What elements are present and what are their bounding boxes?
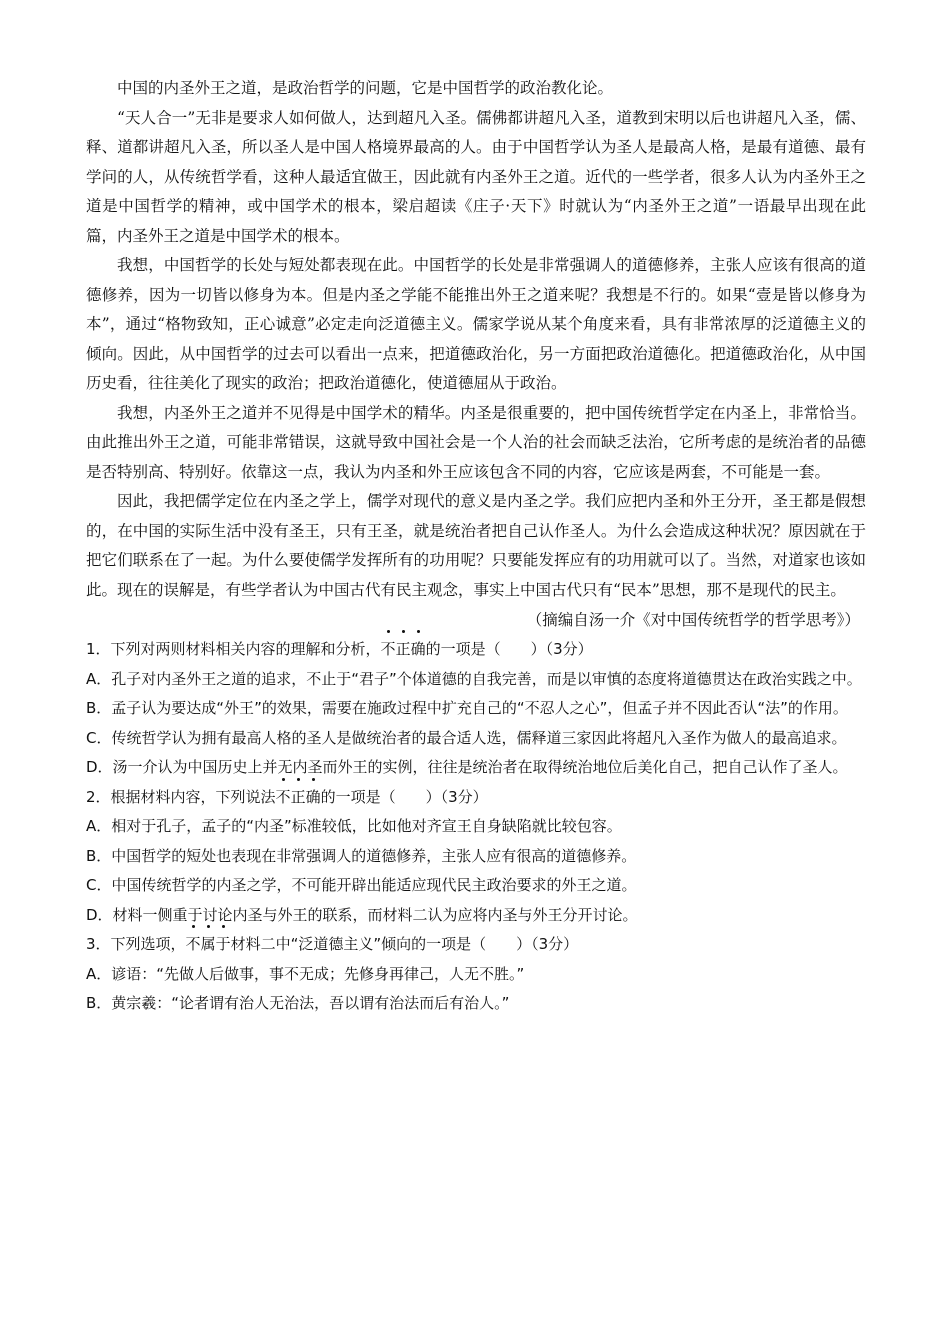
- passage-source: （摘编自汤一介《对中国传统哲学的哲学思考》）: [526, 611, 860, 629]
- question-1: [86, 635, 866, 783]
- emphasis-char: 属: [201, 930, 216, 960]
- question-2-stem: 2．根据材料内容，下列说法不正确的一项是（ ）（3分）: [86, 783, 866, 813]
- emphasis-char: 确: [306, 783, 321, 813]
- question-1-option-c: C．传统哲学认为拥有最高人格的圣人是做统治者的最合适人选，儒释道三家因此将超凡入圣作为做人的最高追求。: [86, 728, 847, 747]
- passage-paragraph-4: 我想，内圣外王之道并不见得是中国学术的精华。内圣是很重要的，把中国传统哲学定在内圣上，非常恰当。由此推出外王之道，可能非常错误，这就导致中国社会是一个人治的社会而缺乏法治，它所考虑的是统治者的品德是否特别高、特别好。依靠这一点，我认为内圣和外王应该包含不同的内容，它应该是两套，不可能是一套。: [86, 403, 866, 481]
- question-2-option-a: A．相对于孔子，孟子的“内圣”标准较低，比如他对齐宣王自身缺陷就比较包容。: [86, 817, 622, 835]
- emphasis-char: 正: [396, 635, 411, 665]
- question-3-option-a: A．谚语：“先做人后做事，事不无成；先修身再律己，人无不胜。”: [86, 964, 525, 983]
- question-1-option-a: A．孔子对内圣外王之道的追求，不止于“君子”个体道德的自我完善，而是以审慎的态度将道德贯达在政治实践之中。: [86, 669, 862, 688]
- question-2: [86, 783, 866, 931]
- passage-paragraph-5: 因此，我把儒学定位在内圣之学上，儒学对现代的意义是内圣之学。我们应把内圣和外王分开，圣王都是假想的，在中国的实际生活中没有圣王，只有王圣，就是统治者把自己认作圣人。为什么会造成这种状况？原因就在于把它们联系在了一起。为什么要使儒学发挥所有的功用呢？只要能发挥应有的功用就可以了。当然，对道家也该如此。现在的误解是，有些学者认为中国古代有民主观念，事实上中国古代只有“民本”思想，那不是现代的民主。: [86, 492, 866, 599]
- emphasis-char: 不: [276, 783, 291, 813]
- emphasis-char: 不: [186, 930, 201, 960]
- question-1-option-b: B．孟子认为要达成“外王”的效果，需要在施政过程中扩充自己的“不忍人之心”，但孟子并不因此否认“法”的作用。: [86, 699, 848, 717]
- question-2-option-b: B．中国哲学的短处也表现在非常强调人的道德修养，主张人应有很高的道德修养。: [86, 846, 637, 865]
- emphasis-char: 确: [411, 635, 426, 665]
- passage-paragraph-3: 我想，中国哲学的长处与短处都表现在此。中国哲学的长处是非常强调人的道德修养，主张人应该有很高的道德修养，因为一切皆以修身为本。但是内圣之学能不能推出外王之道来呢？我想是不行的。如果“壹是皆以修身为本”，通过“格物致知，正心诚意”必定走向泛道德主义。儒家学说从某个角度来看，具有非常浓厚的泛道德主义的倾向。因此，从中国哲学的过去可以看出一点来，把道德政治化，另一方面把政治道德化。把道德政治化，从中国历史看，往往美化了现实的政治；把政治道德化，使道德屈从于政治。: [86, 256, 866, 392]
- question-2-option-d: D．材料一侧重于讨论内圣与外王的联系，而材料二认为应将内圣与外王分开讨论。: [86, 905, 638, 924]
- question-2-option-c: C．中国传统哲学的内圣之学，不可能开辟出能适应现代民主政治要求的外王之道。: [86, 876, 637, 894]
- emphasis-char: 正: [291, 783, 306, 813]
- passage-paragraph-1: 中国的内圣外王之道，是政治哲学的问题，它是中国哲学的政治教化论。: [117, 79, 614, 97]
- passage-paragraph-2: “天人合一”无非是要求人如何做人，达到超凡入圣。儒佛都讲超凡入圣，道教到宋明以后也讲超凡入圣，儒、释、道都讲超凡入圣，所以圣人是中国人格境界最高的人。由于中国哲学认为圣人是最高人格，是最有道德、最有学问的人，从传统哲学看，这种人最适宜做王，因此就有内圣外王之道。近代的一些学者，很多人认为内圣外王之道是中国哲学的精神，或中国学术的根本，梁启超读《庄子·天下》时就认为“内圣外王之道”一语最早出现在此篇，内圣外王之道是中国学术的根本。: [86, 108, 866, 245]
- question-3-option-b: B．黄宗羲：“论者谓有治人无治法，吾以谓有治法而后有治人。”: [86, 994, 510, 1012]
- question-3: [86, 930, 866, 1019]
- emphasis-char: 不: [381, 635, 396, 665]
- question-1-option-d: D．汤一介认为中国历史上并无内圣而外王的实例，往往是统治者在取得统治地位后美化自己，把自己认作了圣人。: [86, 758, 848, 776]
- question-1-stem: 1．下列对两则材料相关内容的理解和分析，不正确的一项是（ ）（3分）: [86, 635, 866, 665]
- exam-page: [86, 74, 866, 1019]
- question-3-stem: 3．下列选项，不属于材料二中“泛道德主义”倾向的一项是（ ）（3分）: [86, 930, 866, 960]
- emphasis-char: 于: [216, 930, 231, 960]
